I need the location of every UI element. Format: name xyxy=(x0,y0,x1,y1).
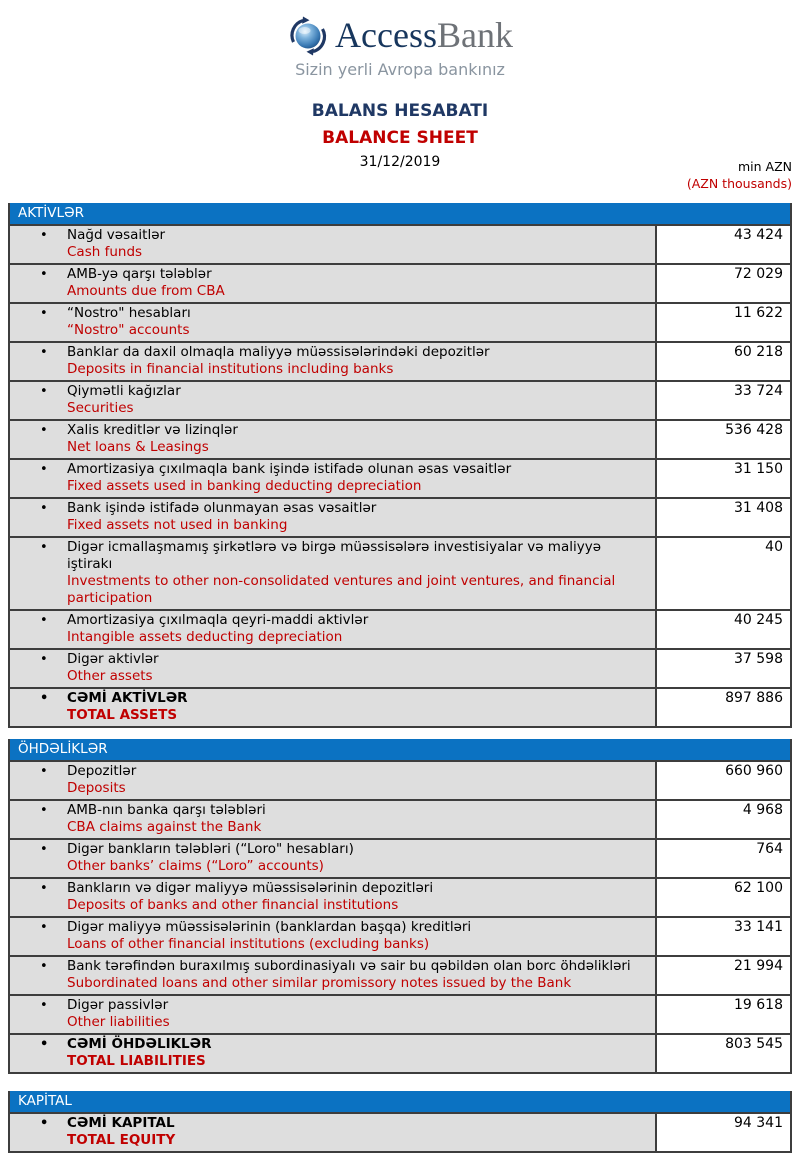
globe-with-circular-arrows-icon xyxy=(287,14,329,56)
section-header-bar: KAPİTAL xyxy=(10,1091,790,1112)
row-label-az: “Nostro" hesabları xyxy=(67,305,191,321)
bullet-icon: • xyxy=(40,1037,49,1052)
row-label-en: Fixed assets used in banking deducting depreciation xyxy=(67,478,422,494)
row-value: 94 341 xyxy=(655,1114,790,1151)
row-label-az: Bank işində istifadə olunmayan əsas vəsaitlər xyxy=(67,500,377,516)
row-label-az: Xalis kreditlər və lizinqlər xyxy=(67,422,238,438)
table-row xyxy=(10,648,790,687)
table-row xyxy=(10,536,790,609)
table-row xyxy=(10,380,790,419)
section-rows xyxy=(10,1112,790,1151)
row-value: 31 150 xyxy=(655,460,790,497)
table-row xyxy=(10,877,790,916)
row-label-az: Nağd vəsaitlər xyxy=(67,227,166,243)
row-label-cell xyxy=(10,650,655,687)
brand-bank: Bank xyxy=(436,15,513,55)
row-label-cell xyxy=(10,918,655,955)
row-value: 40 245 xyxy=(655,611,790,648)
row-value: 536 428 xyxy=(655,421,790,458)
bullet-icon: • xyxy=(40,540,48,555)
row-labels xyxy=(67,539,647,607)
table-row xyxy=(10,1033,790,1072)
report-date: 31/12/2019 xyxy=(359,154,441,170)
row-label-az: Digər maliyyə müəssisələrinin (banklardan başqa) kreditləri xyxy=(67,919,472,935)
row-label-en: Intangible assets deducting depreciation xyxy=(67,629,343,645)
table-row xyxy=(10,302,790,341)
row-label-en: Deposits in financial institutions including banks xyxy=(67,361,394,377)
table-row xyxy=(10,955,790,994)
row-label-en: Deposits xyxy=(67,780,126,796)
row-labels xyxy=(67,344,647,378)
row-labels xyxy=(67,763,647,797)
row-label-cell xyxy=(10,538,655,609)
bullet-icon: • xyxy=(40,613,48,628)
row-value: 4 968 xyxy=(655,801,790,838)
row-label-cell xyxy=(10,957,655,994)
bullet-icon: • xyxy=(40,267,48,282)
row-labels xyxy=(67,383,647,417)
row-label-az: CƏMİ ÖHDƏLIKLƏR xyxy=(67,1036,212,1052)
row-label-cell xyxy=(10,382,655,419)
bullet-icon: • xyxy=(40,345,48,360)
row-value: 764 xyxy=(655,840,790,877)
row-label-az: Depozitlər xyxy=(67,763,137,779)
row-label-cell xyxy=(10,879,655,916)
row-labels xyxy=(67,422,647,456)
row-label-cell xyxy=(10,801,655,838)
document-header xyxy=(0,0,800,191)
row-value: 72 029 xyxy=(655,265,790,302)
bullet-icon: • xyxy=(40,691,49,706)
unit-note-az: min AZN xyxy=(737,159,792,174)
section-assets xyxy=(8,203,792,728)
row-label-cell xyxy=(10,421,655,458)
row-value: 21 994 xyxy=(655,957,790,994)
row-label-en: Securities xyxy=(67,400,134,416)
row-label-en: Cash funds xyxy=(67,244,143,260)
row-label-az: Amortizasiya çıxılmaqla bank işində istifadə olunan əsas vəsaitlər xyxy=(67,461,512,477)
row-label-az: Qiymətli kağızlar xyxy=(67,383,181,399)
row-label-cell xyxy=(10,996,655,1033)
row-labels xyxy=(67,958,647,992)
section-header-bar: ÖHDƏLİKLƏR xyxy=(10,739,790,760)
row-label-en: Fixed assets not used in banking xyxy=(67,517,288,533)
table-row xyxy=(10,224,790,263)
section-liabilities xyxy=(8,739,792,1074)
row-value: 40 xyxy=(655,538,790,609)
row-label-en: TOTAL EQUITY xyxy=(67,1132,176,1148)
section-capital xyxy=(8,1091,792,1153)
row-labels xyxy=(67,305,647,339)
row-label-az: Digər passivlər xyxy=(67,997,169,1013)
row-label-en: Subordinated loans and other similar promissory notes issued by the Bank xyxy=(67,975,572,991)
row-labels xyxy=(67,612,647,646)
bullet-icon: • xyxy=(40,803,48,818)
row-value: 33 724 xyxy=(655,382,790,419)
row-labels xyxy=(67,1036,647,1070)
bullet-icon: • xyxy=(40,998,48,1013)
row-label-cell xyxy=(10,1114,655,1151)
row-label-az: AMB-nın banka qarşı tələbləri xyxy=(67,802,266,818)
row-label-en: TOTAL ASSETS xyxy=(67,707,178,723)
document-title-en: BALANCE SHEET xyxy=(322,128,478,148)
row-label-cell xyxy=(10,343,655,380)
row-label-cell xyxy=(10,460,655,497)
row-label-az: Amortizasiya çıxılmaqla qeyri-maddi aktivlər xyxy=(67,612,369,628)
row-label-cell xyxy=(10,304,655,341)
table-row xyxy=(10,760,790,799)
row-label-en: CBA claims against the Bank xyxy=(67,819,262,835)
row-label-az: Digər aktivlər xyxy=(67,651,159,667)
row-labels xyxy=(67,997,647,1031)
table-row xyxy=(10,916,790,955)
row-label-az: CƏMİ KAPITAL xyxy=(67,1115,175,1131)
row-label-en: Other banks’ claims (“Loro” accounts) xyxy=(67,858,324,874)
row-value: 43 424 xyxy=(655,226,790,263)
document-title-az: BALANS HESABATI xyxy=(311,101,489,121)
row-label-az: Bankların və digər maliyyə müəssisələrinin depozitləri xyxy=(67,880,434,896)
row-labels xyxy=(67,227,647,261)
row-value: 37 598 xyxy=(655,650,790,687)
table-row xyxy=(10,341,790,380)
section-rows xyxy=(10,224,790,726)
row-labels xyxy=(67,802,647,836)
row-label-az: CƏMİ AKTİVLƏR xyxy=(67,690,188,706)
row-labels xyxy=(67,1115,647,1149)
row-labels xyxy=(67,690,647,724)
row-label-cell xyxy=(10,689,655,726)
row-label-az: Bank tərəfindən buraxılmış subordinasiyalı və sair bu qəbildən olan borc öhdəlikləri xyxy=(67,958,631,974)
row-label-cell xyxy=(10,499,655,536)
table-row xyxy=(10,994,790,1033)
brand-access: Access xyxy=(335,15,437,55)
bullet-icon: • xyxy=(40,652,48,667)
table-row xyxy=(10,838,790,877)
row-label-cell xyxy=(10,611,655,648)
bullet-icon: • xyxy=(40,842,48,857)
row-labels xyxy=(67,919,647,953)
bullet-icon: • xyxy=(40,920,48,935)
row-value: 19 618 xyxy=(655,996,790,1033)
balance-sheet-table xyxy=(8,203,792,1164)
bullet-icon: • xyxy=(40,881,48,896)
row-label-az: AMB-yə qarşı tələblər xyxy=(67,266,212,282)
bullet-icon: • xyxy=(40,228,48,243)
row-value: 62 100 xyxy=(655,879,790,916)
row-label-az: Digər bankların tələbləri (“Loro" hesabları) xyxy=(67,841,354,857)
bullet-icon: • xyxy=(40,1116,49,1131)
unit-note xyxy=(687,158,792,192)
row-label-cell xyxy=(10,226,655,263)
row-value: 60 218 xyxy=(655,343,790,380)
bullet-icon: • xyxy=(40,423,48,438)
row-label-en: Other assets xyxy=(67,668,153,684)
brand-tagline: Sizin yerli Avropa bankınız xyxy=(295,60,505,79)
row-label-az: Banklar da daxil olmaqla maliyyə müəssisələrindəki depozitlər xyxy=(67,344,490,360)
section-rows xyxy=(10,760,790,1072)
table-row xyxy=(10,497,790,536)
bullet-icon: • xyxy=(40,462,48,477)
row-label-en: Amounts due from CBA xyxy=(67,283,225,299)
row-label-az: Digər icmallaşmamış şirkətlərə və birgə müəssisələrə investisiyalar və maliyyə iştirakı xyxy=(67,539,602,572)
row-labels xyxy=(67,266,647,300)
table-row xyxy=(10,263,790,302)
row-label-cell xyxy=(10,762,655,799)
row-labels xyxy=(67,880,647,914)
unit-note-en: (AZN thousands) xyxy=(686,176,792,191)
row-label-en: Net loans & Leasings xyxy=(67,439,209,455)
row-label-cell xyxy=(10,840,655,877)
bullet-icon: • xyxy=(40,306,48,321)
row-value: 33 141 xyxy=(655,918,790,955)
bullet-icon: • xyxy=(40,501,48,516)
table-row xyxy=(10,609,790,648)
row-labels xyxy=(67,651,647,685)
table-row xyxy=(10,799,790,838)
row-label-en: “Nostro" accounts xyxy=(67,322,190,338)
row-value: 897 886 xyxy=(655,689,790,726)
bullet-icon: • xyxy=(40,764,48,779)
table-row xyxy=(10,458,790,497)
row-value: 803 545 xyxy=(655,1035,790,1072)
table-row xyxy=(10,1112,790,1151)
bullet-icon: • xyxy=(40,384,48,399)
row-label-en: Investments to other non-consolidated ventures and joint ventures, and financial participation xyxy=(67,573,616,606)
table-row xyxy=(10,687,790,726)
row-labels xyxy=(67,500,647,534)
row-label-cell xyxy=(10,265,655,302)
section-header-bar: AKTİVLƏR xyxy=(10,203,790,224)
table-row xyxy=(10,419,790,458)
row-label-en: Deposits of banks and other financial institutions xyxy=(67,897,399,913)
row-value: 660 960 xyxy=(655,762,790,799)
row-labels xyxy=(67,461,647,495)
bullet-icon: • xyxy=(40,959,48,974)
row-label-en: Loans of other financial institutions (excluding banks) xyxy=(67,936,430,952)
brand-wordmark xyxy=(335,14,513,56)
row-value: 11 622 xyxy=(655,304,790,341)
accessbank-logo xyxy=(0,12,800,58)
row-label-en: Other liabilities xyxy=(67,1014,170,1030)
row-label-cell xyxy=(10,1035,655,1072)
row-label-en: TOTAL LIABILITIES xyxy=(67,1053,206,1069)
row-value: 31 408 xyxy=(655,499,790,536)
row-labels xyxy=(67,841,647,875)
